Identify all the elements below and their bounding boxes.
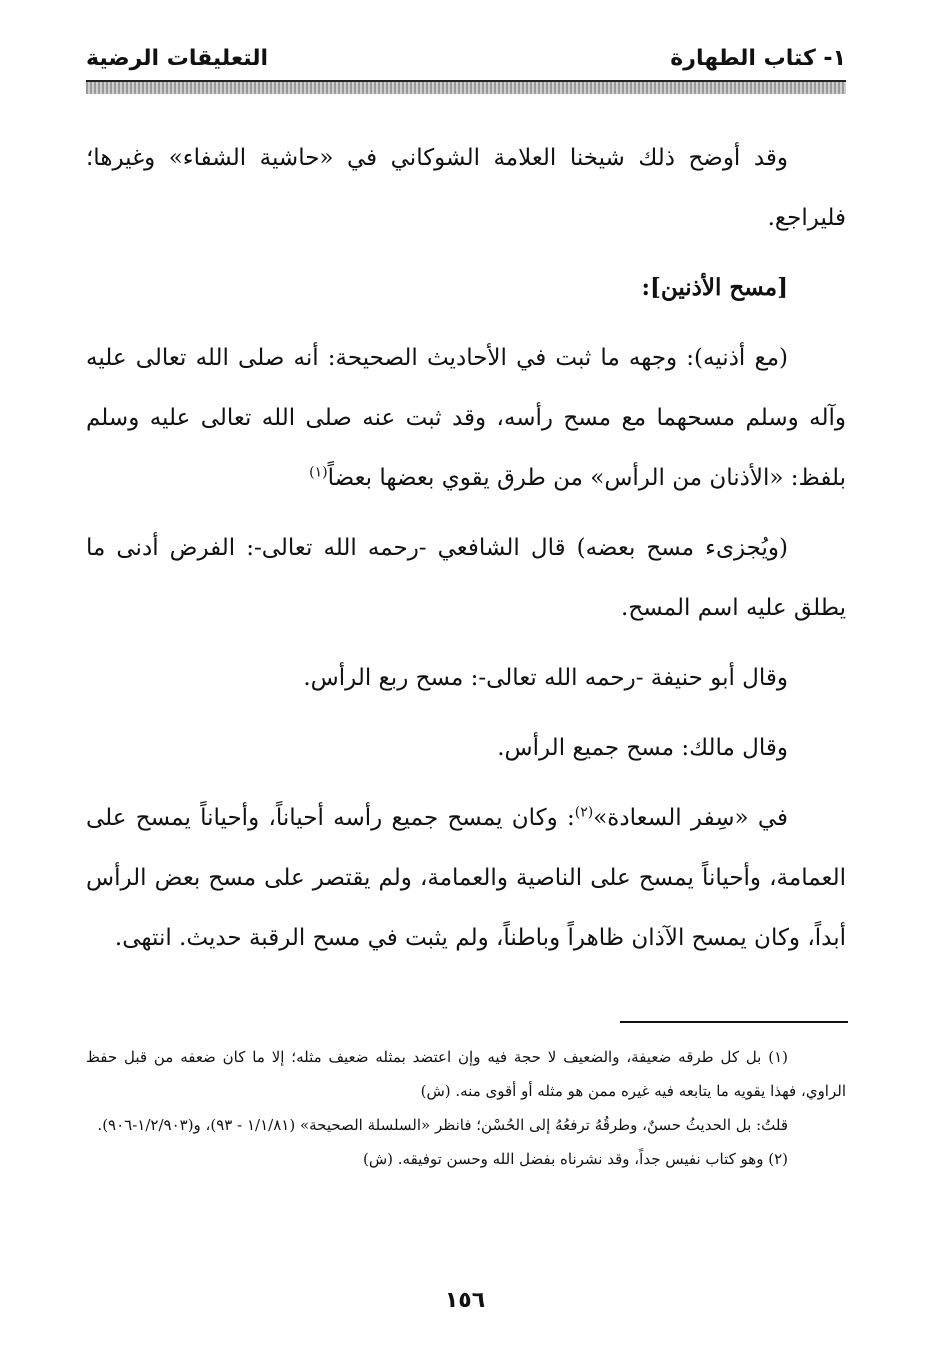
footnote-mark-1[interactable]: (١) [309, 464, 328, 481]
running-header [86, 40, 846, 78]
paragraph-shawkani: وقد أوضح ذلك شيخنا العلامة الشوكاني في «حاشية الشفاء» وغيرها؛ فليراجع. [86, 145, 846, 231]
footnote-mark-2[interactable]: (٢) [574, 804, 594, 821]
header-rule [86, 80, 846, 94]
book-title: التعليقات الرضية [86, 46, 269, 71]
paragraph-abu-hanifa: وقال أبو حنيفة -رحمه الله تعالى-: مسح ربع الرأس. [303, 665, 788, 691]
footnote-separator [620, 1021, 848, 1023]
paragraph-ears-text: (مع أذنيه): وجهه ما ثبت في الأحاديث الصحيحة: أنه صلى الله تعالى عليه وآله وسلم مسحهما مع مسح رأسه، وقد ثبت عنه صلى الله تعالى عليه وسلم بلفظ: «الأذنان من الرأس» من طرق يقوي بعضها بعضاً [86, 345, 846, 491]
footnote-1-note: قلتُ: بل الحديثُ حسنٌ، وطرقُهُ ترفعُهُ إلى الحُسْن؛ فانظر «السلسلة الصحيحة» (١/١/٨١ - ٩٣)، و(١/٢/٩٠٣-٩٠٦). [97, 1116, 788, 1134]
footnotes [86, 1040, 846, 1176]
paragraph-safar-text: : وكان يمسح جميع رأسه أحياناً، وأحياناً يمسح على العمامة، وأحياناً يمسح على الناصية والعمامة، ولم يقتصر على مسح بعض الرأس أبداً، وكان يمسح الآذان ظاهراً وباطناً، ولم يثبت في مسح الرقبة حديث. انتهى. [86, 805, 846, 951]
section-heading-ears: [مسح الأذنين]: [641, 274, 788, 301]
main-text [86, 128, 846, 968]
footnote-1: (١) بل كل طرقه ضعيفة، والضعيف لا حجة فيه وإن اعتضد بمثله ضعيف مثله؛ إلا ما كان ضعفه من قبل حفظ الراوي، فهذا يقويه ما يتابعه فيه غيره ممن هو مثله أو أقوى منه. (ش) [86, 1048, 846, 1100]
footnote-2: (٢) وهو كتاب نفيس جداً، وقد نشرناه بفضل الله وحسن توفيقه. (ش) [362, 1150, 788, 1168]
chapter-title: ١- كتاب الطهارة [670, 46, 846, 71]
paragraph-safar-lead: في «سِفر السعادة» [593, 805, 788, 831]
paragraph-safar [86, 788, 846, 968]
page-number: ١٥٦ [444, 1288, 486, 1313]
paragraph-ears [86, 328, 846, 508]
paragraph-malik: وقال مالك: مسح جميع الرأس. [497, 735, 788, 761]
paragraph-shafii: (ويُجزىء مسح بعضه) قال الشافعي -رحمه الله تعالى-: الفرض أدنى ما يطلق عليه اسم المسح. [86, 535, 846, 621]
